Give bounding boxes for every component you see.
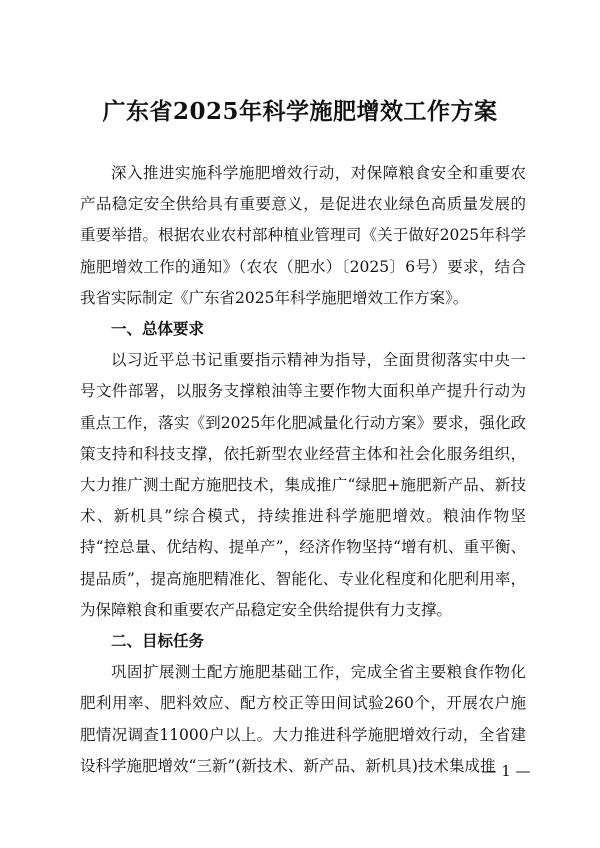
section-heading-targets-tasks: 二、目标任务 (111, 632, 205, 651)
intro-paragraph: 深入推进实施科学施肥增效行动，对保障粮食安全和重要农产品稳定安全供给具有重要意义，是促进农业绿色高质量发展的重要举措。根据农业农村部种植业管理司《关于做好2025年科学施肥增效工作的通知》（农农（肥水）〔2025〕6号）要求，结合我省实际制定《广东省2025年科学施肥增效工作方案》。 (80, 164, 526, 307)
document-body (80, 158, 526, 782)
section-paragraph-targets-tasks: 巩固扩展测土配方施肥基础工作，完成全省主要粮食作物化肥利用率、肥料效应、配方校正等田间试验260个，开展农户施肥情况调查11000户以上。大力推进科学施肥增效行动，全省建设科学施肥增效“三新”(新技术、新产品、新机具)技术集成推 (80, 663, 526, 775)
page-number: — 1 — (481, 762, 531, 780)
document-title: 广东省2025年科学施肥增效工作方案 (102, 98, 498, 125)
section-paragraph-general-requirements: 以习近平总书记重要指示精神为指导，全面贯彻落实中央一号文件部署，以服务支撑粮油等主要作物大面积单产提升行动为重点工作，落实《到2025年化肥减量化行动方案》要求，强化政策支持和科技支撑，依托新型农业经营主体和社会化服务组织，大力推广测土配方施肥技术，集成推广“绿肥+施肥新产品、新技术、新机具”综合模式，持续推进科学施肥增效。粮油作物坚持“控总量、优结构、提单产”，经济作物坚持“增有机、重平衡、提品质”，提高施肥精准化、智能化、专业化程度和化肥利用率，为保障粮食和重要农产品稳定安全供给提供有力支撑。 (80, 351, 526, 619)
section-heading-general-requirements: 一、总体要求 (111, 320, 205, 339)
